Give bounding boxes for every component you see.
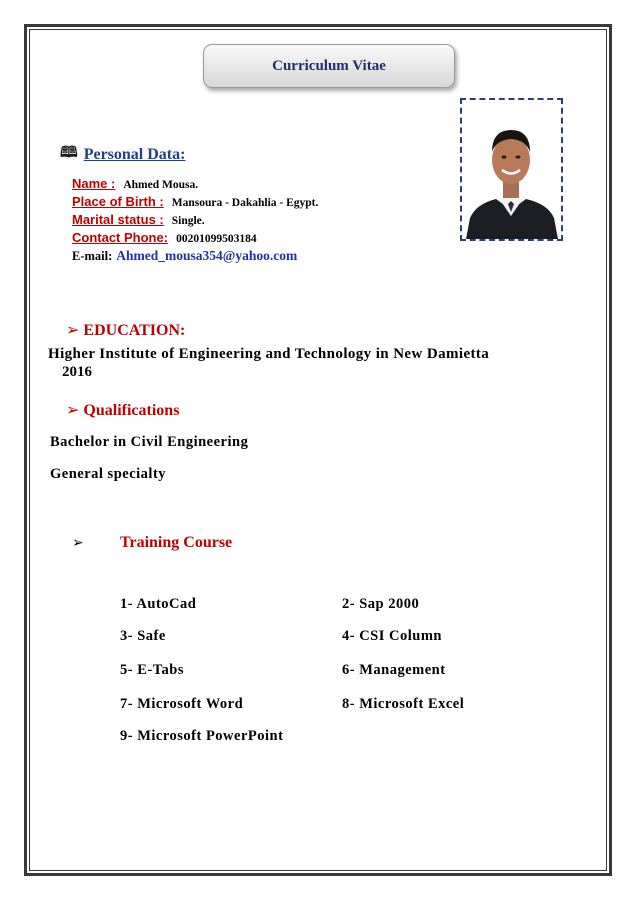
qualification-item: Bachelor in Civil Engineering	[50, 434, 249, 450]
place-of-birth-label: Place of Birth :	[72, 194, 164, 209]
marital-status-value: Single.	[171, 215, 205, 227]
course-item: 5- E-Tabs	[120, 662, 185, 678]
course-item: 9- Microsoft PowerPoint	[120, 728, 284, 744]
education-institute: Higher Institute of Engineering and Technology in New Damietta	[48, 346, 490, 362]
email-link[interactable]: Ahmed_mousa354@yahoo.com	[116, 248, 298, 263]
marital-status-row	[72, 212, 205, 227]
course-item: 7- Microsoft Word	[120, 696, 244, 712]
name-row	[72, 176, 198, 191]
personal-data-heading: 🕮 Personal Data:	[60, 142, 185, 167]
name-value: Ahmed Mousa.	[123, 179, 199, 191]
place-of-birth-value: Mansoura - Dakahlia - Egypt.	[171, 197, 319, 209]
training-heading: ➢ Training Course	[72, 534, 233, 551]
course-item: 3- Safe	[120, 628, 166, 644]
name-label: Name :	[72, 176, 116, 191]
qualification-item: General specialty	[50, 466, 167, 482]
cv-title: Curriculum Vitae	[203, 44, 455, 88]
course-item: 6- Management	[342, 662, 446, 678]
contact-phone-row	[72, 230, 257, 245]
education-year: 2016	[62, 364, 92, 380]
arrow-icon: ➢	[72, 535, 84, 551]
contact-phone-value: 00201099503184	[176, 233, 257, 245]
book-icon: 🕮	[60, 145, 78, 161]
course-item: 4- CSI Column	[342, 628, 442, 644]
arrow-icon: ➢	[66, 400, 80, 419]
course-item: 8- Microsoft Excel	[342, 696, 465, 712]
place-of-birth-row	[72, 194, 318, 209]
email-label: E-mail:	[72, 249, 113, 263]
course-item: 2- Sap 2000	[342, 596, 420, 612]
qualifications-heading: ➢ Qualifications	[66, 400, 180, 419]
email-row	[72, 248, 297, 264]
marital-status-label: Marital status :	[72, 212, 164, 227]
education-heading: ➢ EDUCATION:	[66, 320, 186, 339]
profile-photo	[460, 98, 563, 241]
arrow-icon: ➢	[66, 320, 80, 339]
course-item: 1- AutoCad	[120, 596, 197, 612]
contact-phone-label: Contact Phone:	[72, 230, 169, 245]
